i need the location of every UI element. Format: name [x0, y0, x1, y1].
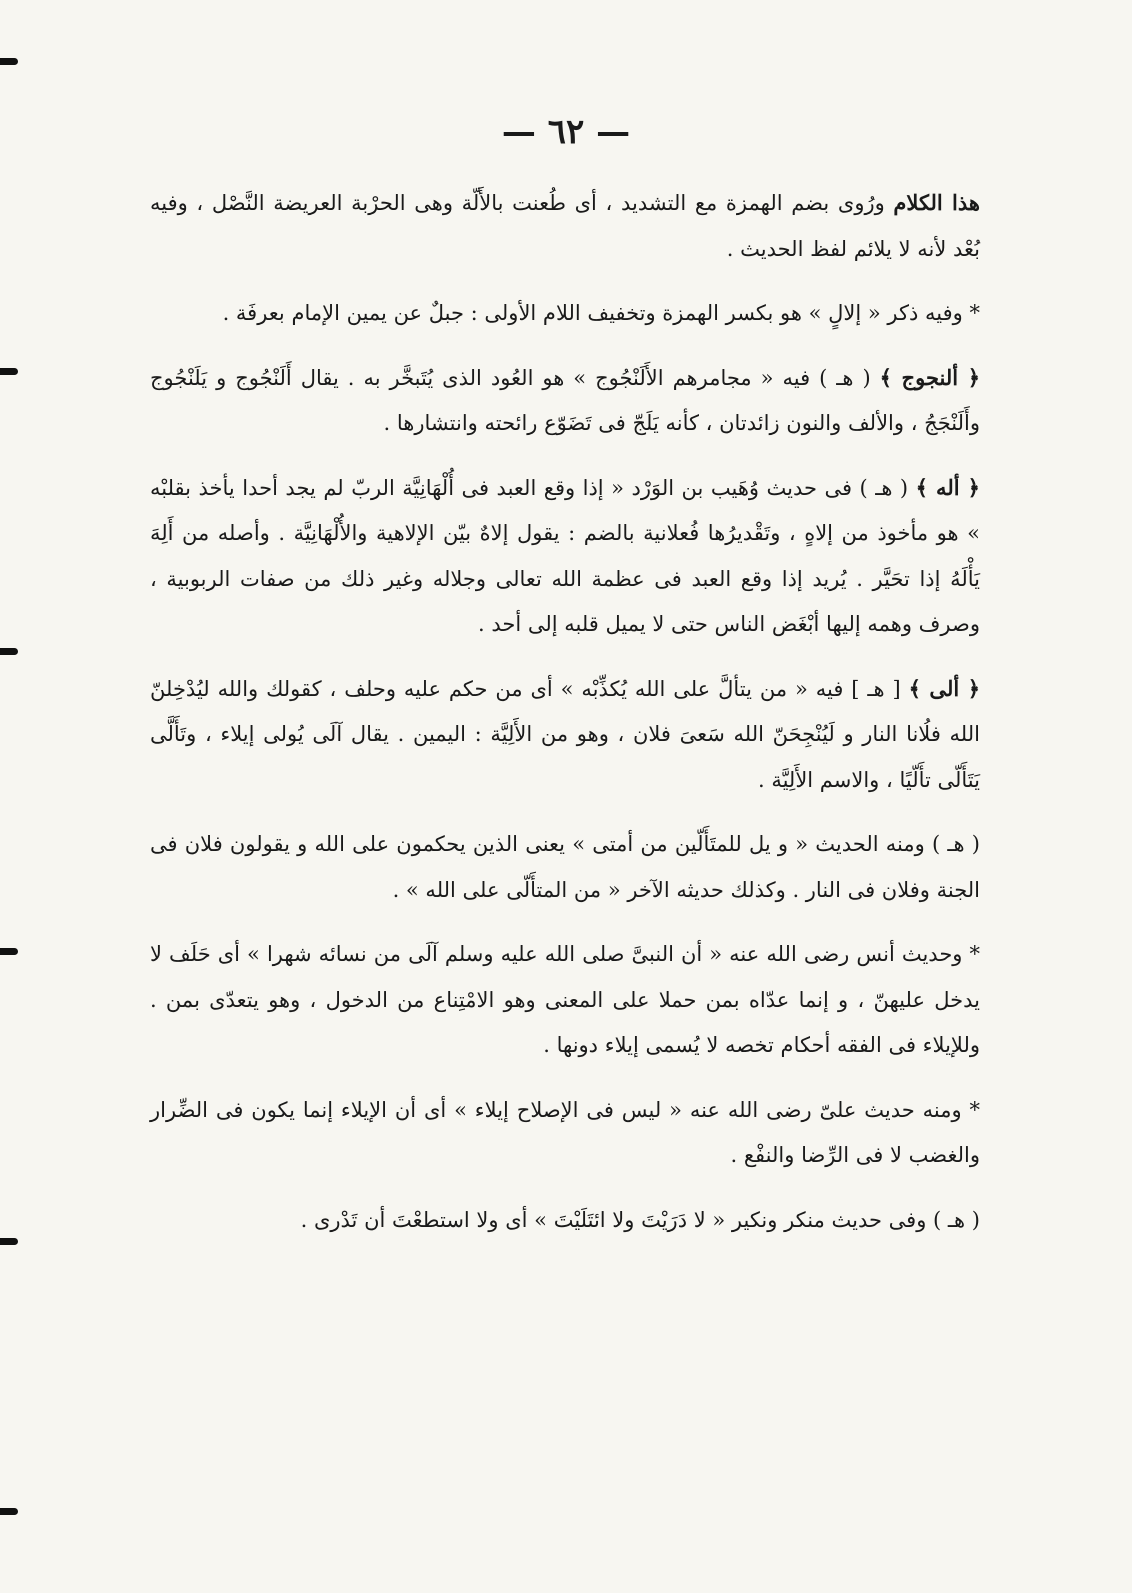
paragraph-5 — [150, 666, 980, 804]
paragraph-text: * وحديث أنس رضى الله عنه « أن النبىَّ صلى الله عليه وسلم آلَى من نسائه شهرا » أى حَلَف لا يدخل عليهنّ ، و إنما عدّاه بمن حملا على المعنى وهو الامْتِناع من الدخول ، وهو يتعدّى بمن . وللإيلاء فى الفقه أحكام تخصه لا يُسمى إيلاء دونها . — [150, 942, 980, 1057]
paragraph-text: * ومنه حديث علىّ رضى الله عنه « ليس فى الإصلاح إيلاء » أى أن الإيلاء إنما يكون فى الضِّرار والغضب لا فى الرِّضا والنفْع . — [150, 1097, 980, 1167]
entry-head: ﴿ ألى ﴾ — [908, 675, 981, 701]
entry-head: ﴿ أله ﴾ — [915, 474, 980, 500]
paragraph-8 — [150, 1087, 980, 1179]
binding-mark — [0, 648, 18, 655]
paragraph-2 — [150, 290, 980, 337]
paragraph-text: * وفيه ذكر « إلالٍ » هو بكسر الهمزة وتخفيف اللام الأولى : جبلٌ عن يمين الإمام بعرفَة . — [222, 301, 980, 325]
paragraph-text: ( هـ ) وفى حديث منكر ونكير « لا دَرَيْتَ ولا ائتَلَيْتَ » أى ولا استطعْتَ أن تَدْرى . — [300, 1207, 980, 1232]
binding-mark — [0, 1508, 18, 1515]
paragraph-text: ( هـ ) ومنه الحديث « و يل للمتَأَلّين من أمتى » يعنى الذين يحكمون على الله و يقولون فلان فى الجنة وفلان فى النار . وكذلك حديثه الآخر « من المتأَلّى على الله » . — [150, 832, 980, 902]
paragraph-7 — [150, 931, 980, 1069]
paragraph-text: ( هـ ) فيه « مجامرهم الأَلَنْجُوج » هو العُود الذى يُتَبخَّر به . يقال أَلَنْجُوج و يَلَنْجُوج وأَلَنْجَجُ ، والألف والنون زائدتان ، كأنه يَلَجّ فى تَضَوّع رائحته وانتشارها . — [150, 365, 980, 435]
paragraph-6 — [150, 821, 980, 913]
paragraph-3 — [150, 355, 980, 447]
paragraph-text: ( هـ ) فى حديث وُهَيب بن الوَرْد « إذا وقع العبد فى أُلْهَانِيَّة الربّ لم يجد أحدا يأخذ بقلبْه » هو مأخوذ من إلاهٍ ، وتَقْديرُها فُعلانية بالضم : يقول إلاهٌ بيّن الإلاهية والأُلْهَانِيَّة . وأصله من أَلِهَ يَأْلَهُ إذا تحَيَّر . يُريد إذا وقع العبد فى عظمة الله تعالى وجلاله وغير ذلك من صفات الربوبية ، وصرف وهمه إليها أبْغَض الناس حتى لا يميل قلبه إلى أحد . — [150, 475, 980, 636]
binding-mark — [0, 368, 18, 375]
binding-mark — [0, 948, 18, 955]
entry-head: هذا الكلام — [893, 190, 980, 215]
paragraph-text: [ هـ ] فيه « من يتألَّ على الله يُكذِّبْه » أى من حكم عليه وحلف ، كقولك والله ليُدْخِلنّ الله فلُانا النار و لَيُنْجِحَنّ الله سَعىَ فلان ، وهو من الأَلِيَّة : اليمين . يقال آلَى يُولى إيلاء ، وتَأَلَّى يَتَأَلّى تأَلّيًا ، والاسم الأَلِيَّة . — [150, 676, 980, 792]
page-number: — ٦٢ — — [501, 112, 631, 152]
dictionary-text — [150, 180, 980, 1261]
paragraph-text: ورُوى بضم الهمزة مع التشديد ، أى طُعنت بالأَلّة وهى الحرْبة العريضة النَّصْل ، وفيه بُعْد لأنه لا يلائم لفظ الحديث . — [150, 191, 980, 261]
paragraph-1 — [150, 180, 980, 272]
paragraph-9 — [150, 1197, 980, 1244]
entry-head: ﴿ ألنجوج ﴾ — [879, 364, 981, 390]
paragraph-4 — [150, 465, 980, 648]
binding-mark — [0, 58, 18, 65]
binding-mark — [0, 1238, 18, 1245]
